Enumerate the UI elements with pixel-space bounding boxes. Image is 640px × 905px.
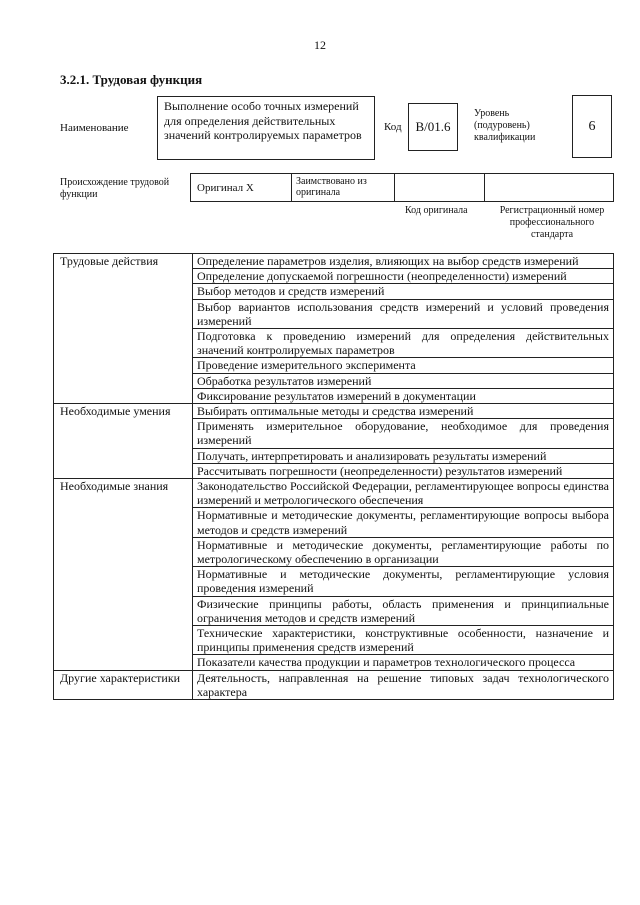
code-original-label: Код оригинала [405, 205, 468, 216]
origin-label: Происхождение трудовой функции [60, 177, 170, 200]
code-label: Код [384, 121, 402, 133]
item-cell: Получать, интерпретировать и анализировать результаты измерений [193, 448, 614, 463]
table-row [54, 254, 614, 269]
item-cell: Нормативные и методические документы, регламентирующие вопросы выбора методов и средств измерений [193, 508, 614, 537]
function-name-box: Выполнение особо точных измерений для определения действительных значений контролируемых параметров [157, 96, 375, 160]
item-cell: Показатели качества продукции и параметров технологического процесса [193, 655, 614, 670]
category-cell: Трудовые действия [54, 254, 193, 404]
item-cell: Подготовка к проведению измерений для определения действительных значений контролируемых параметров [193, 329, 614, 358]
category-cell: Необходимые знания [54, 479, 193, 671]
level-label: Уровень (подуровень) квалификации [474, 108, 536, 143]
item-cell: Физические принципы работы, область применения и принципиальные ограничения методов и средств измерений [193, 596, 614, 625]
item-cell: Фиксирование результатов измерений в документации [193, 388, 614, 403]
item-cell: Выбирать оптимальные методы и средства измерений [193, 404, 614, 419]
origin-reg-cell [485, 174, 613, 201]
origin-row [190, 173, 614, 202]
name-label: Наименование [60, 122, 129, 134]
function-details-table [53, 253, 614, 700]
origin-code-cell [395, 174, 485, 201]
level-value-box: 6 [572, 95, 612, 158]
origin-borrowed: Заимствовано из оригинала [292, 174, 395, 201]
category-cell: Необходимые умения [54, 404, 193, 479]
item-cell: Обработка результатов измерений [193, 373, 614, 388]
item-cell: Рассчитывать погрешности (неопределенности) результатов измерений [193, 463, 614, 478]
origin-original: Оригинал X [191, 174, 292, 201]
item-cell: Нормативные и методические документы, регламентирующие условия проведения измерений [193, 567, 614, 596]
section-title: 3.2.1. Трудовая функция [60, 72, 203, 87]
reg-number-label: Регистрационный номер профессионального стандарта [499, 205, 605, 240]
item-cell: Технические характеристики, конструктивные особенности, назначение и принципы применения средств измерений [193, 626, 614, 655]
item-cell: Деятельность, направленная на решение типовых задач технологического характера [193, 670, 614, 699]
item-cell: Законодательство Российской Федерации, регламентирующее вопросы единства измерений и метрологического обеспечения [193, 479, 614, 508]
item-cell: Выбор методов и средств измерений [193, 284, 614, 299]
item-cell: Применять измерительное оборудование, необходимое для проведения измерений [193, 419, 614, 448]
item-cell: Выбор вариантов использования средств измерений и условий проведения измерений [193, 299, 614, 328]
table-row [54, 479, 614, 508]
code-value-box: B/01.6 [408, 103, 458, 151]
item-cell: Нормативные и методические документы, регламентирующие работы по метрологическому обеспечению в организации [193, 537, 614, 566]
item-cell: Определение допускаемой погрешности (неопределенности) измерений [193, 269, 614, 284]
table-row [54, 670, 614, 699]
page-number: 12 [314, 38, 326, 52]
item-cell: Проведение измерительного эксперимента [193, 358, 614, 373]
item-cell: Определение параметров изделия, влияющих на выбор средств измерений [193, 254, 614, 269]
category-cell: Другие характеристики [54, 670, 193, 699]
table-row [54, 404, 614, 419]
